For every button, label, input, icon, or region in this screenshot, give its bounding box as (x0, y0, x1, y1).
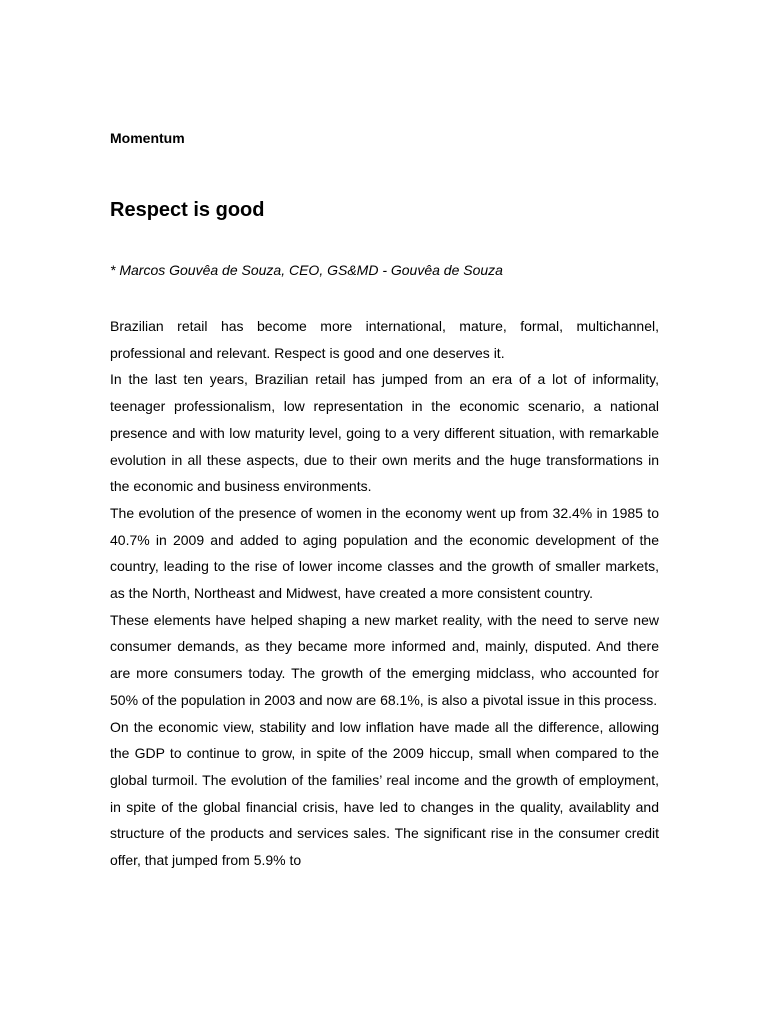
author-byline: * Marcos Gouvêa de Souza, CEO, GS&MD - Gouvêa de Souza (110, 262, 503, 278)
article-body (110, 313, 659, 874)
paragraph: The evolution of the presence of women in the economy went up from 32.4% in 1985 to 40.7% in 2009 and added to aging population and the economic development of the country, leading to the rise of lower income classes and the growth of smaller markets, as the North, Northeast and Midwest, have created a more consistent country. (110, 504, 659, 602)
paragraph: On the economic view, stability and low inflation have made all the difference, allowing the GDP to continue to grow, in spite of the 2009 hiccup, small when compared to the global turmoil. The evolution of the families’ real income and the growth of employment, in spite of the global financial crisis, have led to changes in the quality, availablity and structure of the products and services sales. The significant rise in the consumer credit offer, that jumped from 5.9% to (110, 718, 659, 869)
article-title: Respect is good (110, 199, 265, 221)
paragraph: In the last ten years, Brazilian retail has jumped from an era of a lot of informality, teenager professionalism, low representation in the economic scenario, a national presence and with low maturity level, going to a very different situation, with remarkable evolution in all these aspects, due to their own merits and the huge transformations in the economic and business environments. (110, 371, 659, 495)
paragraph: Brazilian retail has become more international, mature, formal, multichannel, professional and relevant. Respect is good and one deserves it. (110, 318, 659, 361)
section-label: Momentum (110, 130, 185, 146)
paragraph: These elements have helped shaping a new market reality, with the need to serve new consumer demands, as they became more informed and, mainly, disputed. And there are more consumers today. The growth of the emerging midclass, who accounted for 50% of the population in 2003 and now are 68.1%, is also a pivotal issue in this process. (110, 611, 659, 708)
